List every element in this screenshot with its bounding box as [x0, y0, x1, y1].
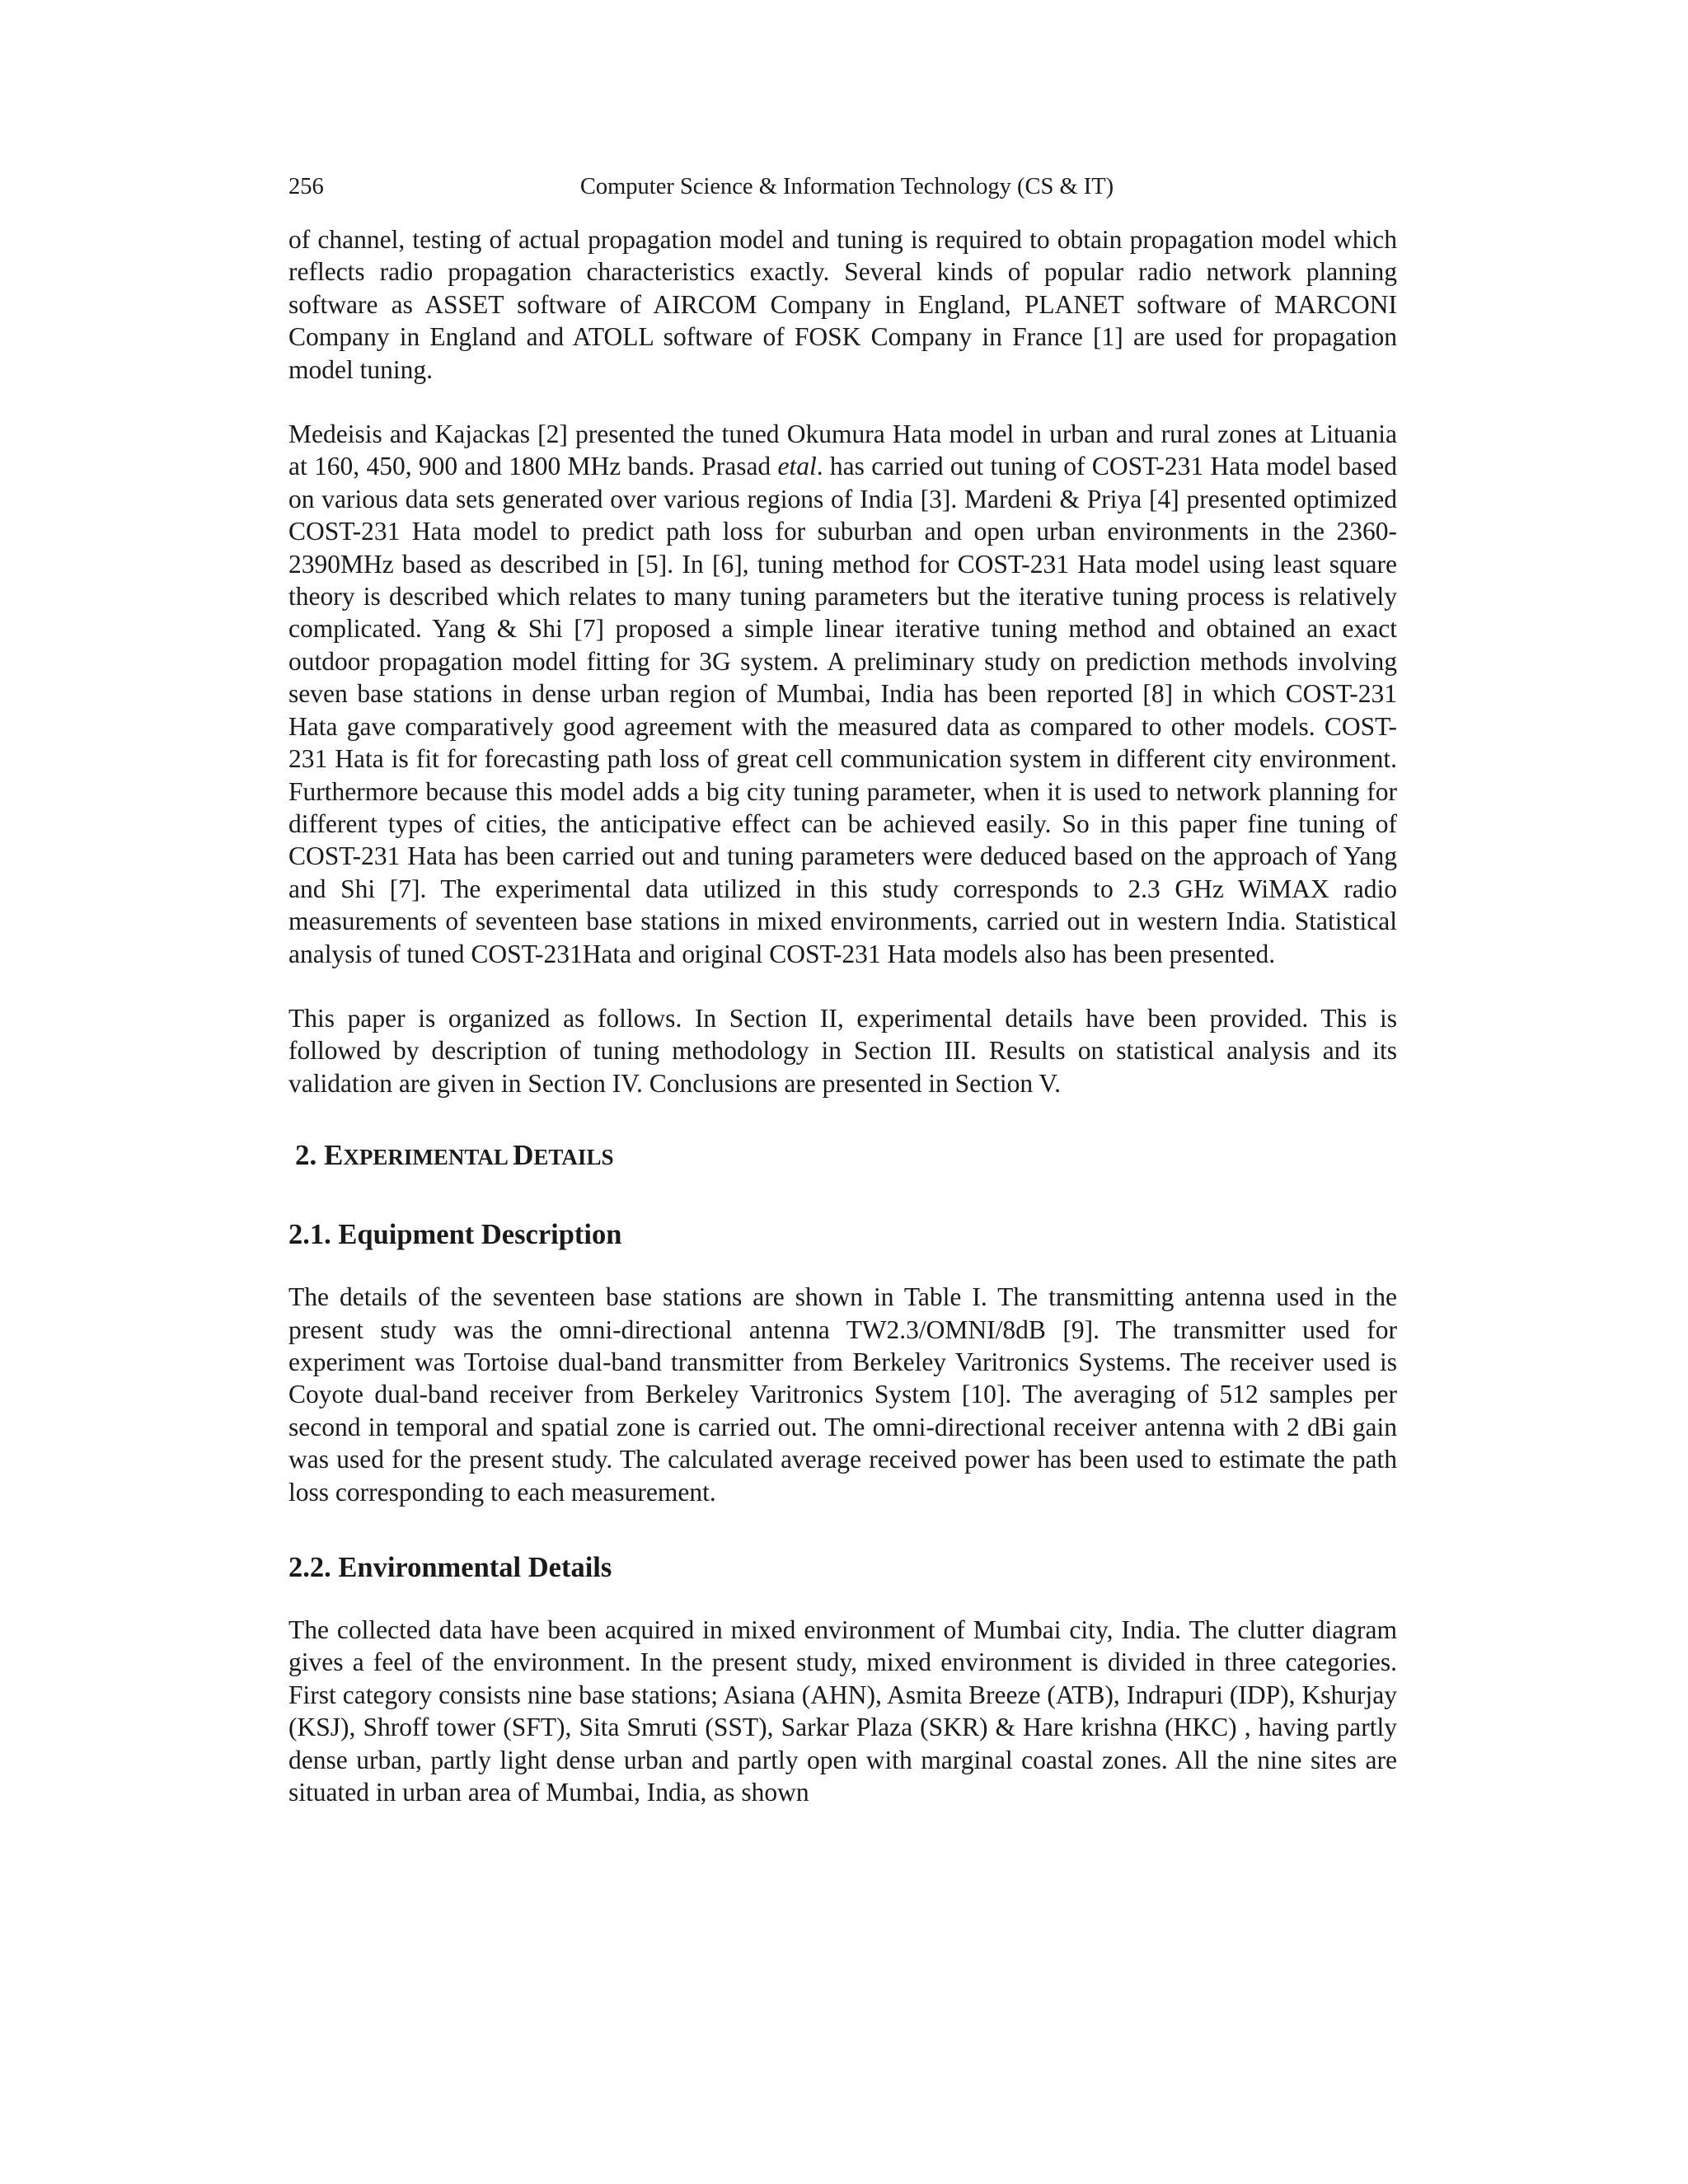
subsection-heading-environmental: 2.2. Environmental Details: [288, 1552, 612, 1583]
paragraph-related-work-part-1: Medeisis and Kajackas [2] presented the tuned Okumura Hata model in urban and rural zones at Lituania at 160, 450, 900 and 1800 MHz bands. Prasad: [288, 419, 1397, 481]
page-number: 256: [288, 174, 324, 199]
subsection-heading-equipment: 2.1. Equipment Description: [288, 1219, 622, 1251]
journal-title: Computer Science & Information Technology (CS & IT): [579, 174, 1114, 199]
paragraph-related-work: [288, 418, 1397, 970]
paragraph-organization: This paper is organized as follows. In Section II, experimental details have been provided. This is followed by description of tuning methodology in Section III. Results on statistical analysis and its validation are given in Section IV. Conclusions are presented in Section V.: [288, 1003, 1397, 1098]
running-header: [288, 169, 1397, 205]
paragraph-related-work-part-2: . has carried out tuning of COST-231 Hata model based on various data sets generated over various regions of India [3]. Mardeni & Priya [4] presented optimized COST-231 Hata model to predict path loss for suburban and open urban environments in the 2360-2390MHz based as described in [5]. In [6], tuning method for COST-231 Hata model using least square theory is described which relates to many tuning parameters but the iterative tuning process is relatively complicated. Yang & Shi [7] proposed a simple linear iterative tuning method and obtained an exact outdoor propagation model fitting for 3G system. A preliminary study on prediction methods involving seven base stations in dense urban region of Mumbai, India has been reported [8] in which COST-231 Hata gave comparatively good agreement with the measured data as compared to other models. COST-231 Hata is fit for forecasting path loss of great cell communication system in different city environment. Furthermore because this model adds a big city tuning parameter, when it is used to network planning for different types of cities, the anticipative effect can be achieved easily. So in this paper fine tuning of COST-231 Hata has been carried out and tuning parameters were deduced based on the approach of Yang and Shi [7]. The experimental data utilized in this study corresponds to 2.3 GHz WiMAX radio measurements of seventeen base stations in mixed environments, carried out in western India. Statistical analysis of tuned COST-231Hata and original COST-231 Hata models also has been presented.: [288, 452, 1397, 968]
paragraph-intro-continued: of channel, testing of actual propagation model and tuning is required to obtain propagation model which reflects radio propagation characteristics exactly. Several kinds of popular radio network planning software as ASSET software of AIRCOM Company in England, PLANET software of MARCONI Company in England and ATOLL software of FOSK Company in France [1] are used for propagation model tuning.: [288, 225, 1397, 384]
paragraph-related-work-italic: etal: [777, 452, 817, 481]
paper-page: [288, 169, 1397, 1808]
paragraph-equipment: The details of the seventeen base stations are shown in Table I. The transmitting antenna used in the present study was the omni-directional antenna TW2.3/OMNI/8dB [9]. The transmitter used for experiment was Tortoise dual-band transmitter from Berkeley Varitronics Systems. The receiver used is Coyote dual-band receiver from Berkeley Varitronics System [10]. The averaging of 512 samples per second in temporal and spatial zone is carried out. The omni-directional receiver antenna with 2 dBi gain was used for the present study. The calculated average received power has been used to estimate the path loss corresponding to each measurement.: [288, 1282, 1397, 1507]
section-heading-experimental-details: 2. EXPERIMENTAL DETAILS: [295, 1139, 614, 1172]
paragraph-environmental: The collected data have been acquired in mixed environment of Mumbai city, India. The clutter diagram gives a feel of the environment. In the present study, mixed environment is divided in three categories. First category consists nine base stations; Asiana (AHN), Asmita Breeze (ATB), Indrapuri (IDP), Kshurjay (KSJ), Shroff tower (SFT), Sita Smruti (SST), Sarkar Plaza (SKR) & Hare krishna (HKC) , having partly dense urban, partly light dense urban and partly open with marginal coastal zones. All the nine sites are situated in urban area of Mumbai, India, as shown: [288, 1615, 1397, 1807]
